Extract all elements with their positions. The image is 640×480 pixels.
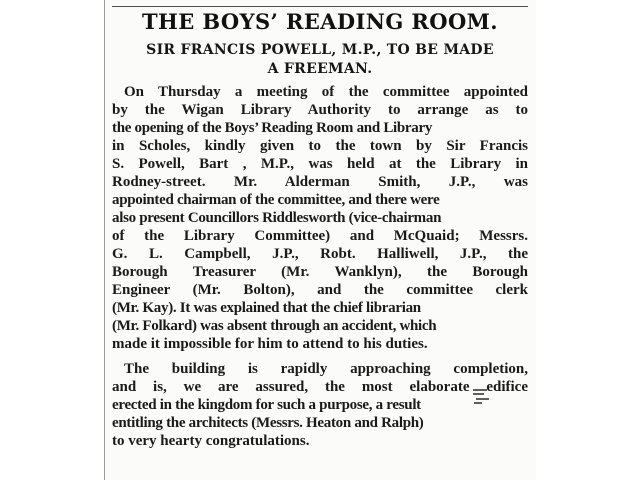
article-subheadline-line-2: A FREEMAN. — [267, 61, 373, 77]
article-subheadline-line-1: SIR FRANCIS POWELL, M.P., TO BE MADE — [146, 42, 494, 58]
paragraph-line: made it impossible for him to attend to his duties. — [112, 336, 428, 352]
paragraph-line: Rodney-street. Mr. Alderman Smith, J.P., was — [112, 174, 528, 190]
paragraph-line: S. Powell, Bart , M.P., was held at the Library in — [112, 156, 528, 172]
paragraph-line: to very hearty congratulations. — [112, 433, 310, 449]
paragraph-line: erected in the kingdom for such a purpose, a result — [112, 397, 421, 413]
paragraph-line: entitling the architects (Messrs. Heaton and Ralph) — [112, 415, 424, 431]
paragraph-line: and is, we are assured, the most elaborate edifice — [112, 379, 528, 395]
paragraph-line: Engineer (Mr. Bolton), and the committee clerk — [112, 282, 528, 298]
paragraph-line: appointed chairman of the committee, and there were — [112, 192, 440, 208]
paragraph-line: Borough Treasurer (Mr. Wanklyn), the Borough — [112, 264, 528, 280]
paragraph-line: G. L. Campbell, J.P., Robt. Halliwell, J.P., the — [112, 246, 528, 262]
paragraph-line: The building is rapidly approaching completion, — [124, 361, 528, 377]
paragraph-line: of the Library Committee) and McQuaid; Messrs. — [112, 228, 528, 244]
paragraph-line: the opening of the Boys’ Reading Room and Library — [112, 120, 433, 136]
paragraph-line: by the Wigan Library Authority to arrange as to — [112, 102, 528, 118]
column-rule-top — [112, 6, 528, 7]
paragraph-line: also present Councillors Riddlesworth (vice-chairman — [112, 210, 442, 226]
paragraph-line: (Mr. Kay). It was explained that the chief librarian — [112, 300, 421, 316]
print-blemish-icon — [470, 384, 492, 408]
paragraph-line: (Mr. Folkard) was absent through an accident, which — [112, 318, 437, 334]
paragraph-line: On Thursday a meeting of the committee appointed — [124, 84, 528, 100]
paragraph-line: in Scholes, kindly given to the town by Sir Francis — [112, 138, 528, 154]
article-headline: THE BOYS’ READING ROOM. — [141, 9, 499, 34]
